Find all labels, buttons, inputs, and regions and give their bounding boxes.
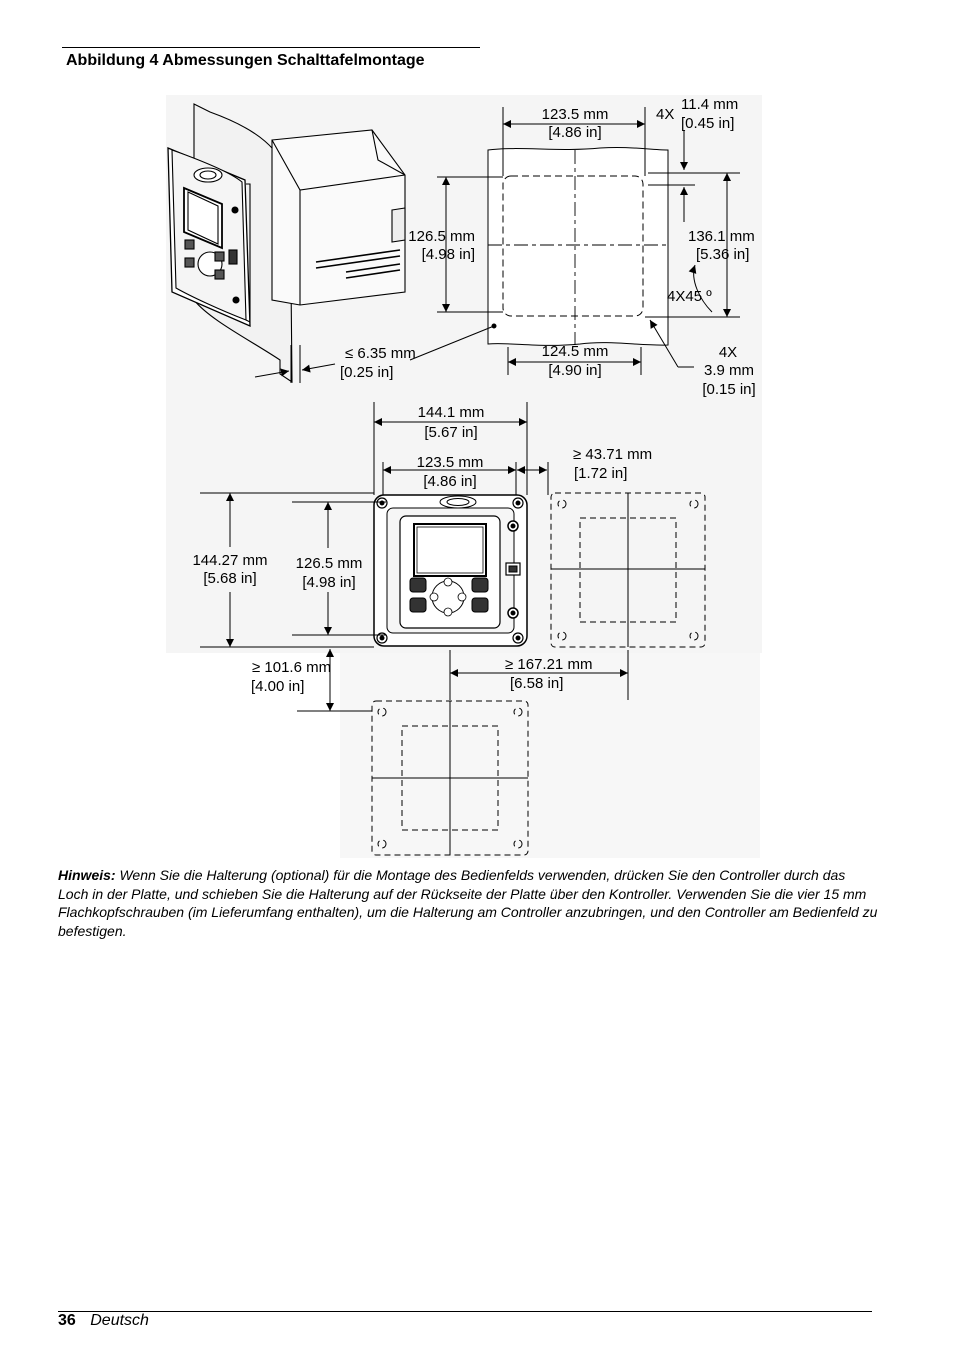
dim-overall-height-in: [5.36 in] bbox=[696, 246, 750, 263]
dim-front-width: 144.1 mm bbox=[417, 404, 485, 421]
dim-radius-in: [0.15 in] bbox=[702, 381, 756, 398]
footer-rule bbox=[58, 1311, 872, 1312]
note-paragraph bbox=[58, 866, 878, 940]
dim-front-width-in: [5.67 in] bbox=[424, 424, 478, 441]
dim-cutout-height: 126.5 mm bbox=[408, 228, 475, 245]
dim-front-inner-height-in: [4.98 in] bbox=[302, 574, 356, 591]
dim-corner-count: 4X bbox=[656, 106, 675, 123]
dim-front-inner-height: 126.5 mm bbox=[295, 555, 363, 572]
dim-side-gap-in: [1.72 in] bbox=[574, 465, 628, 482]
note-text: Wenn Sie die Halterung (optional) für die Montage des Bedienfelds verwenden, drücken Sie den Controller durch das Loch in der Platte, und schieben Sie die Halterung auf der Rückseite der Platte über den Kontroller. Verwenden Sie die vier 15 mm Flachkopfschrauben (im Lieferumfang enthalten), um die Halterung am Controller anzubringen, und den Controller am Bedienfeld zu befestigen. bbox=[58, 867, 878, 939]
page-number: 36 bbox=[58, 1312, 76, 1329]
footer-language: Deutsch bbox=[90, 1312, 149, 1329]
dim-panel-thickness: ≤ 6.35 mm bbox=[345, 345, 416, 362]
dim-pitch: ≥ 167.21 mm bbox=[505, 656, 593, 673]
dim-panel-thickness-in: [0.25 in] bbox=[340, 364, 394, 381]
page-footer bbox=[58, 1312, 149, 1330]
panel-cutout-view bbox=[488, 147, 668, 345]
dim-pitch-in: [6.58 in] bbox=[510, 675, 564, 692]
dim-front-height-in: [5.68 in] bbox=[203, 570, 257, 587]
dim-overall-height: 136.1 mm bbox=[688, 228, 755, 245]
dim-radius: 3.9 mm bbox=[703, 362, 755, 379]
note-label: Hinweis: bbox=[58, 867, 116, 883]
dim-radius-count: 4X bbox=[718, 344, 738, 361]
dim-front-inner-width-in: [4.86 in] bbox=[423, 473, 477, 490]
dim-cutout-width-top-in: [4.86 in] bbox=[548, 124, 602, 141]
dim-side-gap: ≥ 43.71 mm bbox=[573, 446, 653, 463]
dim-corner-offset: 11.4 mm bbox=[681, 96, 739, 113]
figure-title: Abbildung 4 Abmessungen Schalttafelmontage bbox=[66, 52, 425, 69]
dim-cutout-width-bottom: 124.5 mm bbox=[541, 343, 609, 360]
dim-front-inner-width: 123.5 mm bbox=[416, 454, 484, 471]
controller-front-view bbox=[374, 495, 527, 646]
dim-cutout-width-bottom-in: [4.90 in] bbox=[548, 362, 602, 379]
dim-bottom-gap-in: [4.00 in] bbox=[251, 678, 305, 695]
dim-cutout-width-top: 123.5 mm bbox=[541, 106, 609, 123]
dim-corner-offset-in: [0.45 in] bbox=[681, 115, 735, 132]
dim-chamfer: 4X45 º bbox=[667, 288, 712, 305]
dim-front-height: 144.27 mm bbox=[192, 552, 268, 569]
dim-cutout-height-in: [4.98 in] bbox=[421, 246, 475, 263]
dim-bottom-gap: ≥ 101.6 mm bbox=[252, 659, 332, 676]
